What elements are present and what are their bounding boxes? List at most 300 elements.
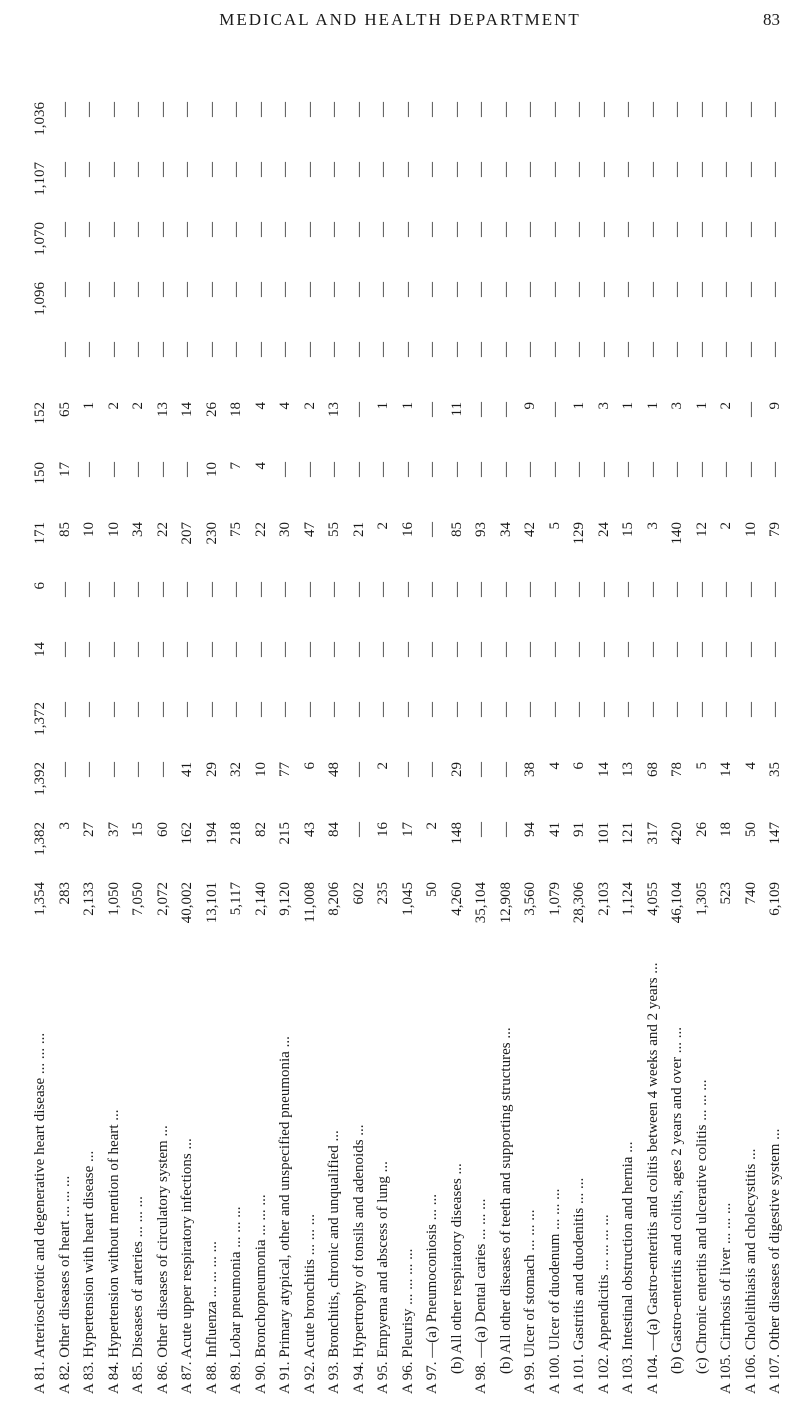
- table-cell: 1,036: [32, 102, 48, 136]
- table-cell: —: [399, 102, 416, 117]
- table-cell: —: [473, 462, 489, 477]
- table-cell: —: [424, 762, 440, 777]
- table-cell: —: [81, 642, 97, 657]
- table-cell: —: [424, 222, 440, 237]
- table-cell: 7: [228, 462, 244, 470]
- table-cell: —: [350, 162, 367, 177]
- table-cell: —: [620, 642, 636, 657]
- table-cell: 38: [522, 762, 538, 777]
- table-cell: 17: [399, 822, 416, 837]
- table-cell: —: [669, 702, 685, 717]
- disease-statistics-table: [20, 50, 790, 1400]
- table-cell: —: [620, 282, 636, 297]
- table-cell: —: [693, 282, 710, 297]
- table-cell: —: [326, 702, 342, 717]
- table-cell: —: [742, 222, 759, 237]
- table-cell: —: [473, 342, 489, 357]
- table-cell: —: [718, 702, 734, 717]
- row-label: A 89. Lobar pneumonia ... ... ...: [228, 1206, 244, 1394]
- table-cell: 230: [203, 522, 220, 545]
- table-cell: —: [81, 762, 97, 777]
- table-cell: —: [595, 222, 612, 237]
- table-cell: —: [399, 342, 416, 357]
- table-cell: —: [130, 102, 146, 117]
- table-cell: —: [105, 462, 122, 477]
- table-cell: 50: [424, 882, 440, 897]
- table-cell: —: [350, 222, 367, 237]
- table-cell: 10: [203, 462, 220, 477]
- table-cell: 14: [595, 762, 612, 777]
- table-cell: —: [375, 462, 391, 477]
- table-cell: 140: [669, 522, 685, 545]
- table-cell: —: [228, 702, 244, 717]
- table-cell: 1: [399, 402, 416, 410]
- table-cell: —: [571, 462, 587, 477]
- table-cell: —: [473, 222, 489, 237]
- table-cell: —: [252, 222, 269, 237]
- table-cell: —: [742, 102, 759, 117]
- table-cell: —: [546, 102, 563, 117]
- table-cell: —: [252, 282, 269, 297]
- table-cell: —: [620, 702, 636, 717]
- table-cell: —: [228, 642, 244, 657]
- row-label: A 95. Empyema and abscess of lung ...: [375, 1161, 391, 1394]
- table-cell: —: [571, 102, 587, 117]
- table-cell: —: [448, 702, 465, 717]
- table-cell: —: [301, 102, 318, 117]
- table-cell: 2,103: [595, 882, 612, 916]
- table-cell: 4,055: [644, 882, 661, 916]
- table-cell: 1: [81, 402, 97, 410]
- table-cell: 82: [252, 822, 269, 837]
- table-cell: —: [571, 642, 587, 657]
- table-cell: —: [522, 342, 538, 357]
- table-cell: —: [448, 582, 465, 597]
- table-cell: —: [228, 102, 244, 117]
- table-cell: —: [375, 642, 391, 657]
- table-cell: 65: [56, 402, 73, 417]
- table-cell: 2: [718, 522, 734, 530]
- table-cell: 129: [571, 522, 587, 545]
- table-cell: —: [497, 282, 514, 297]
- table-cell: —: [179, 342, 195, 357]
- table-cell: —: [595, 702, 612, 717]
- table-cell: —: [203, 102, 220, 117]
- table-cell: —: [56, 582, 73, 597]
- table-cell: —: [105, 162, 122, 177]
- table-cell: —: [424, 102, 440, 117]
- table-cell: —: [105, 582, 122, 597]
- row-label: A 86. Other diseases of circulatory system ...: [154, 1125, 171, 1394]
- table-cell: —: [350, 342, 367, 357]
- table-cell: —: [669, 102, 685, 117]
- row-label: A 88. Influenza ... ... ... ...: [203, 1241, 220, 1394]
- table-cell: 15: [130, 822, 146, 837]
- table-cell: 218: [228, 822, 244, 845]
- table-cell: —: [522, 282, 538, 297]
- table-cell: —: [56, 222, 73, 237]
- table-cell: —: [620, 582, 636, 597]
- table-cell: —: [424, 282, 440, 297]
- table-cell: 29: [203, 762, 220, 777]
- row-label: A 102. Appendicitis ... ... ... ...: [595, 1214, 612, 1394]
- table-cell: —: [375, 282, 391, 297]
- table-cell: —: [497, 582, 514, 597]
- table-cell: 1,392: [32, 762, 48, 796]
- table-cell: 740: [742, 882, 759, 905]
- table-cell: —: [81, 342, 97, 357]
- table-cell: —: [571, 282, 587, 297]
- table-cell: —: [473, 102, 489, 117]
- table-cell: 2: [375, 522, 391, 530]
- table-cell: —: [546, 402, 563, 417]
- table-cell: —: [424, 702, 440, 717]
- table-cell: —: [105, 642, 122, 657]
- table-cell: —: [301, 222, 318, 237]
- table-cell: 1,382: [32, 822, 48, 856]
- table-cell: —: [154, 702, 171, 717]
- table-cell: 17: [56, 462, 73, 477]
- table-cell: —: [105, 702, 122, 717]
- row-label: A 90. Bronchopneumonia ... ... ...: [252, 1194, 269, 1394]
- table-cell: —: [203, 162, 220, 177]
- table-cell: —: [203, 222, 220, 237]
- table-cell: 1,096: [32, 282, 48, 316]
- table-cell: —: [448, 102, 465, 117]
- table-cell: —: [693, 162, 710, 177]
- table-cell: 29: [448, 762, 465, 777]
- table-cell: 11: [448, 402, 465, 417]
- table-cell: —: [571, 342, 587, 357]
- table-cell: 2: [105, 402, 122, 410]
- row-label: A 83. Hypertension with heart disease ...: [81, 1150, 97, 1394]
- table-cell: —: [154, 462, 171, 477]
- row-label: A 91. Primary atypical, other and unspecified pneumonia ...: [277, 1036, 293, 1394]
- table-cell: 420: [669, 822, 685, 845]
- table-cell: —: [130, 642, 146, 657]
- table-cell: —: [497, 162, 514, 177]
- table-cell: 3: [644, 522, 661, 530]
- table-cell: —: [179, 162, 195, 177]
- table-cell: 602: [350, 882, 367, 905]
- table-cell: —: [399, 762, 416, 777]
- table-cell: —: [742, 702, 759, 717]
- table-cell: —: [350, 462, 367, 477]
- row-label: A 92. Acute bronchitis ... ... ...: [301, 1214, 318, 1394]
- table-cell: 6,109: [767, 882, 783, 916]
- table-cell: —: [424, 402, 440, 417]
- table-cell: —: [742, 642, 759, 657]
- table-cell: 4: [546, 762, 563, 770]
- table-cell: —: [497, 762, 514, 777]
- table-cell: —: [81, 162, 97, 177]
- table-cell: —: [473, 642, 489, 657]
- table-cell: —: [277, 222, 293, 237]
- row-label: A 85. Diseases of arteries ... ... ...: [130, 1196, 146, 1394]
- table-cell: —: [718, 162, 734, 177]
- table-cell: 1,354: [32, 882, 48, 916]
- table-cell: —: [742, 282, 759, 297]
- table-cell: 5: [693, 762, 710, 770]
- table-cell: 93: [473, 522, 489, 537]
- table-cell: —: [620, 342, 636, 357]
- table-cell: —: [718, 582, 734, 597]
- table-cell: —: [252, 162, 269, 177]
- table-cell: —: [595, 342, 612, 357]
- row-label: A 84. Hypertension without mention of heart ...: [105, 1109, 122, 1394]
- table-cell: 1,372: [32, 702, 48, 736]
- table-cell: 14: [718, 762, 734, 777]
- table-cell: 207: [179, 522, 195, 545]
- row-label: A 101. Gastritis and duodenitis ... ...: [571, 1177, 587, 1394]
- table-cell: 6: [301, 762, 318, 770]
- table-cell: 5: [546, 522, 563, 530]
- table-cell: 22: [154, 522, 171, 537]
- table-cell: —: [571, 582, 587, 597]
- table-cell: 235: [375, 882, 391, 905]
- table-cell: —: [767, 222, 783, 237]
- table-cell: —: [497, 102, 514, 117]
- table-cell: —: [179, 462, 195, 477]
- table-cell: 12,908: [497, 882, 514, 924]
- table-cell: 121: [620, 822, 636, 845]
- table-cell: —: [56, 702, 73, 717]
- row-label: A 98. —(a) Dental caries ... ... ...: [473, 1198, 489, 1394]
- table-cell: 14: [179, 402, 195, 417]
- table-cell: —: [228, 222, 244, 237]
- table-cell: —: [277, 342, 293, 357]
- table-cell: —: [252, 642, 269, 657]
- table-cell: —: [546, 222, 563, 237]
- table-cell: —: [693, 462, 710, 477]
- table-cell: 194: [203, 822, 220, 845]
- table-cell: —: [767, 342, 783, 357]
- table-cell: 4,260: [448, 882, 465, 916]
- table-cell: —: [644, 222, 661, 237]
- table-cell: 3: [669, 402, 685, 410]
- table-cell: —: [693, 582, 710, 597]
- table-cell: —: [81, 282, 97, 297]
- table-cell: 171: [32, 522, 48, 545]
- table-cell: —: [252, 702, 269, 717]
- table-cell: 215: [277, 822, 293, 845]
- page-header: [0, 0, 800, 46]
- table-cell: —: [669, 342, 685, 357]
- table-cell: 84: [326, 822, 342, 837]
- table-cell: —: [228, 162, 244, 177]
- table-cell: 35: [767, 762, 783, 777]
- table-cell: —: [228, 582, 244, 597]
- table-cell: —: [448, 462, 465, 477]
- table-cell: 4: [252, 462, 269, 470]
- table-cell: —: [277, 162, 293, 177]
- table-cell: 16: [399, 522, 416, 537]
- table-cell: —: [56, 102, 73, 117]
- table-cell: —: [595, 282, 612, 297]
- row-label: A 100. Ulcer of duodenum ... ... ...: [546, 1188, 563, 1394]
- table-cell: —: [105, 222, 122, 237]
- table-cell: —: [301, 342, 318, 357]
- table-cell: —: [301, 162, 318, 177]
- table-cell: 2,072: [154, 882, 171, 916]
- table-cell: —: [228, 342, 244, 357]
- table-cell: —: [105, 102, 122, 117]
- table-cell: 35,104: [473, 882, 489, 924]
- table-cell: —: [473, 402, 489, 417]
- table-cell: 10: [105, 522, 122, 537]
- table-cell: 101: [595, 822, 612, 845]
- table-cell: —: [497, 822, 514, 837]
- table-cell: 75: [228, 522, 244, 537]
- row-label: (b) All other respiratory diseases ...: [448, 1163, 465, 1374]
- table-cell: —: [375, 342, 391, 357]
- table-cell: —: [693, 342, 710, 357]
- table-cell: 16: [375, 822, 391, 837]
- table-cell: —: [522, 462, 538, 477]
- table-cell: —: [497, 402, 514, 417]
- table-cell: —: [742, 342, 759, 357]
- table-cell: —: [154, 342, 171, 357]
- table-cell: 79: [767, 522, 783, 537]
- table-cell: —: [277, 282, 293, 297]
- table-cell: —: [350, 822, 367, 837]
- table-cell: —: [130, 462, 146, 477]
- table-cell: 1,050: [105, 882, 122, 916]
- table-cell: —: [546, 282, 563, 297]
- table-cell: —: [644, 642, 661, 657]
- table-cell: 32: [228, 762, 244, 777]
- table-cell: —: [669, 582, 685, 597]
- table-cell: —: [767, 162, 783, 177]
- table-cell: —: [424, 462, 440, 477]
- table-cell: —: [718, 222, 734, 237]
- table-cell: —: [767, 282, 783, 297]
- row-label: (b) All other diseases of teeth and supporting structures ...: [497, 1027, 514, 1374]
- running-head: MEDICAL AND HEALTH DEPARTMENT: [219, 10, 581, 29]
- table-cell: 34: [497, 522, 514, 537]
- table-cell: 2: [718, 402, 734, 410]
- table-cell: 42: [522, 522, 538, 537]
- row-label: A 99. Ulcer of stomach ... ... ...: [522, 1209, 538, 1394]
- table-cell: —: [277, 642, 293, 657]
- table-cell: —: [105, 762, 122, 777]
- table-cell: 2,133: [81, 882, 97, 916]
- table-cell: —: [277, 462, 293, 477]
- table-cell: 1: [375, 402, 391, 410]
- table-cell: —: [375, 702, 391, 717]
- table-cell: 2,140: [252, 882, 269, 916]
- table-cell: 147: [767, 822, 783, 845]
- table-cell: —: [81, 102, 97, 117]
- table-cell: 162: [179, 822, 195, 845]
- row-label: A 103. Intestinal obstruction and hernia ...: [620, 1141, 636, 1394]
- table-cell: —: [644, 282, 661, 297]
- table-cell: —: [669, 162, 685, 177]
- table-cell: —: [571, 162, 587, 177]
- table-cell: 10: [742, 522, 759, 537]
- table-cell: 1,079: [546, 882, 563, 916]
- table-cell: —: [644, 582, 661, 597]
- table-cell: —: [669, 462, 685, 477]
- table-cell: —: [228, 282, 244, 297]
- table-cell: —: [326, 162, 342, 177]
- table-cell: 21: [350, 522, 367, 537]
- table-cell: 46,104: [669, 882, 685, 924]
- table-cell: 68: [644, 762, 661, 777]
- table-cell: —: [56, 162, 73, 177]
- table-cell: —: [130, 342, 146, 357]
- table-cell: 6: [32, 582, 48, 590]
- table-cell: —: [203, 642, 220, 657]
- row-label: A 106. Cholelithiasis and cholecystitis ...: [742, 1148, 759, 1394]
- table-cell: —: [154, 102, 171, 117]
- table-cell: 1,107: [32, 162, 48, 196]
- table-cell: —: [497, 702, 514, 717]
- table-cell: 34: [130, 522, 146, 537]
- table-cell: —: [399, 462, 416, 477]
- table-cell: —: [130, 162, 146, 177]
- table-cell: 150: [32, 462, 48, 485]
- table-cell: —: [424, 522, 440, 537]
- table-cell: —: [448, 642, 465, 657]
- table-cell: 1,124: [620, 882, 636, 916]
- table-cell: 14: [32, 642, 48, 657]
- table-cell: —: [375, 162, 391, 177]
- table-cell: —: [399, 282, 416, 297]
- table-cell: —: [693, 702, 710, 717]
- table-cell: —: [277, 582, 293, 597]
- table-cell: 37: [105, 822, 122, 837]
- table-cell: —: [105, 282, 122, 297]
- table-cell: —: [203, 702, 220, 717]
- table-cell: —: [522, 642, 538, 657]
- table-cell: —: [522, 222, 538, 237]
- table-cell: —: [56, 642, 73, 657]
- table-cell: —: [203, 342, 220, 357]
- table-cell: 85: [448, 522, 465, 537]
- table-cell: —: [130, 582, 146, 597]
- table-cell: —: [644, 462, 661, 477]
- row-label: (c) Chronic enteritis and ulcerative colitis ... ... ...: [693, 1079, 710, 1374]
- row-label: (b) Gastro-enteritis and colitis, ages 2 years and over ... ...: [669, 1027, 685, 1374]
- row-label: A 104. —(a) Gastro-enteritis and colitis between 4 weeks and 2 years ...: [644, 962, 661, 1394]
- table-cell: —: [448, 282, 465, 297]
- row-label: A 107. Other diseases of digestive system ...: [767, 1128, 783, 1394]
- table-cell: 18: [228, 402, 244, 417]
- row-label: A 82. Other diseases of heart ... ... ...: [56, 1175, 73, 1394]
- table-cell: 4: [252, 402, 269, 410]
- table-cell: —: [742, 582, 759, 597]
- table-cell: —: [767, 702, 783, 717]
- table-cell: 48: [326, 762, 342, 777]
- table-cell: 28,306: [571, 882, 587, 924]
- table-cell: —: [350, 402, 367, 417]
- table-cell: —: [424, 342, 440, 357]
- table-cell: 9: [522, 402, 538, 410]
- table-cell: —: [546, 462, 563, 477]
- table-cell: —: [326, 222, 342, 237]
- table-cell: —: [669, 282, 685, 297]
- table-cell: 6: [571, 762, 587, 770]
- table-cell: 523: [718, 882, 734, 905]
- table-cell: —: [742, 162, 759, 177]
- table-cell: —: [350, 582, 367, 597]
- table-cell: 1: [620, 402, 636, 410]
- table-cell: —: [448, 342, 465, 357]
- table-cell: —: [595, 642, 612, 657]
- table-cell: —: [669, 642, 685, 657]
- table-cell: —: [399, 582, 416, 597]
